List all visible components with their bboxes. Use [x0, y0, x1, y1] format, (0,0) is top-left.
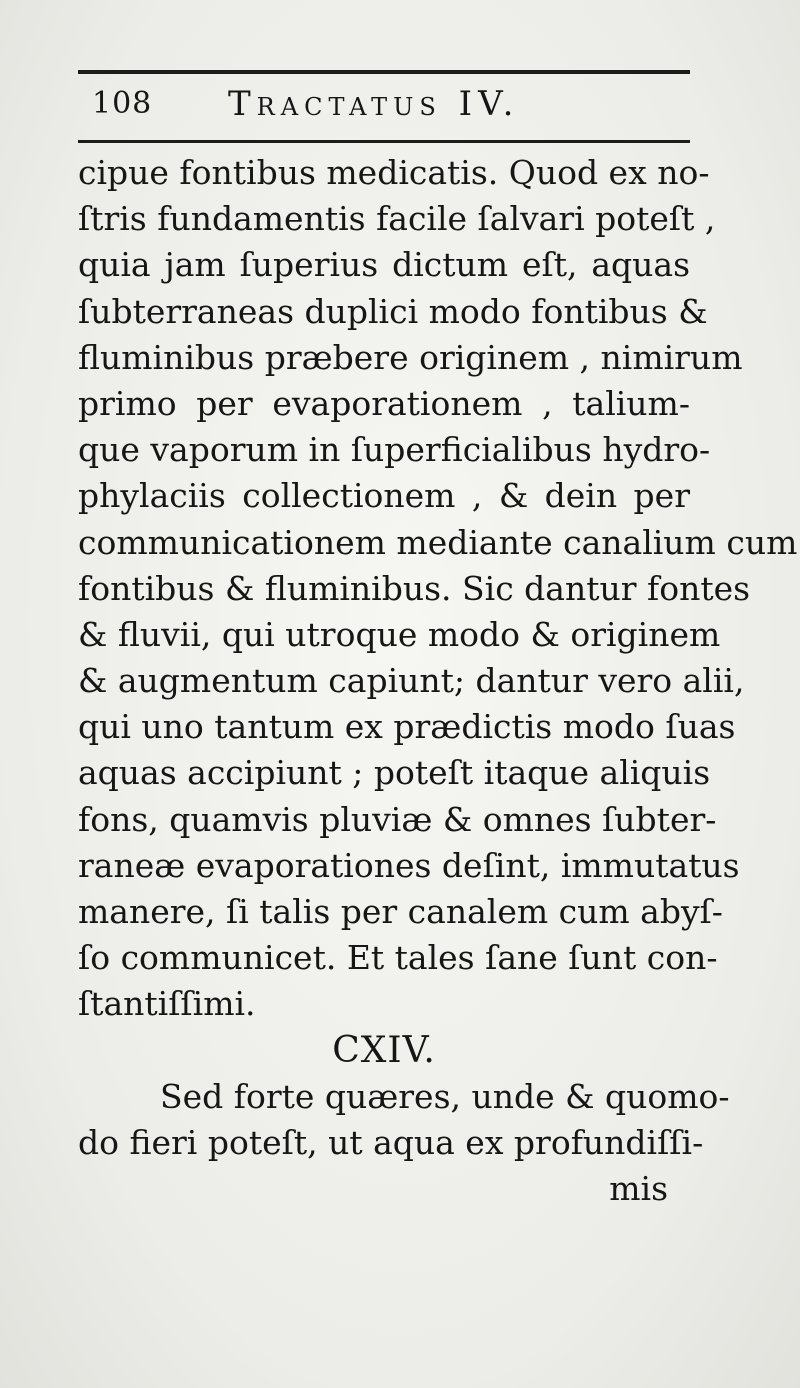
page-header	[78, 82, 690, 128]
text-line: fluminibus præbere originem , nimirum	[78, 337, 743, 377]
text-line: cipue fontibus medicatis. Quod ex no-	[78, 153, 710, 192]
text-line: ſtantiſſimi.	[78, 984, 256, 1024]
text-line: manere, ſi talis per canalem cum abyſ-	[78, 892, 723, 931]
body-paragraph	[78, 150, 798, 1028]
text-line: ſtris fundamentis facile ſalvari poteſt ,	[78, 199, 716, 239]
section-heading: CXIV.	[332, 1030, 436, 1071]
text-line: primo per evaporationem , talium-	[78, 383, 690, 423]
text-line: communicationem mediante canalium cum	[78, 522, 798, 562]
text-line: & fluvii, qui utroque modo & originem	[78, 614, 721, 654]
text-line: qui uno tantum ex prædictis modo ſuas	[78, 707, 736, 747]
text-line: ſo communicet. Et tales ſane ſunt con-	[78, 938, 718, 978]
text-line: Sed forte quæres, unde & quomo-	[160, 1077, 730, 1116]
header-rule-top	[78, 70, 690, 74]
header-rule-bottom	[78, 140, 690, 143]
text-line: que vaporum in ſuperficialibus hydro-	[78, 430, 711, 470]
running-head: Tractatus IV.	[228, 84, 520, 124]
text-line: raneæ evaporationes deſint, immutatus	[78, 845, 740, 885]
text-line: quia jam ſuperius dictum eſt, aquas	[78, 245, 690, 285]
second-paragraph	[78, 1074, 730, 1166]
text-line: phylaciis collectionem , & dein per	[78, 476, 690, 516]
text-line: do fieri poteſt, ut aqua ex profundiſſi-	[78, 1123, 704, 1163]
page-number: 108	[92, 86, 153, 121]
text-line: fontibus & fluminibus. Sic dantur fontes	[78, 568, 751, 608]
text-line: & augmentum capiunt; dantur vero alii,	[78, 661, 745, 701]
text-line: ſubterraneas duplici modo fontibus &	[78, 291, 708, 331]
catchword: mis	[609, 1169, 668, 1208]
text-line: aquas accipiunt ; poteſt itaque aliquis	[78, 753, 711, 793]
text-line: fons, quamvis pluviæ & omnes ſubter-	[78, 799, 717, 839]
